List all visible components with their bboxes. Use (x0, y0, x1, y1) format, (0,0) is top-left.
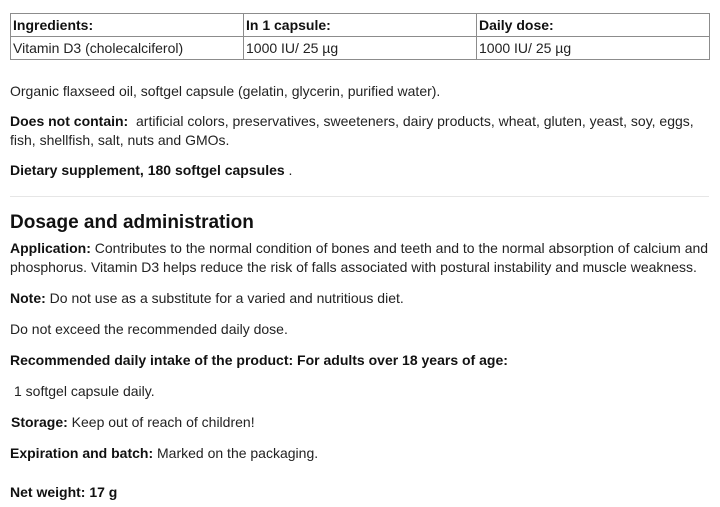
note-text: Do not use as a substitute for a varied and nutritious diet. (45, 290, 404, 306)
ingredient-name-cell: Vitamin D3 (cholecalciferol) (11, 37, 244, 60)
net-weight-label: Net weight: 17 g (10, 484, 118, 500)
daily-dose-header: Daily dose: (477, 14, 710, 37)
per-capsule-cell: 1000 IU/ 25 µg (244, 37, 477, 60)
ingredient-description: Organic flaxseed oil, softgel capsule (gelatin, glycerin, purified water). (10, 83, 441, 99)
per-capsule-header: In 1 capsule: (244, 14, 477, 37)
supplement-suffix: . (284, 162, 293, 178)
daily-dose-cell: 1000 IU/ 25 µg (477, 37, 710, 60)
storage-label: Storage: (11, 414, 68, 430)
does-not-contain-paragraph (10, 112, 710, 150)
recommended-intake-label: Recommended daily intake of the product: For adults over 18 years of age: (10, 352, 508, 368)
capsule-daily-paragraph: 1 softgel capsule daily. (14, 383, 155, 399)
dosage-section-title: Dosage and administration (10, 212, 254, 233)
expiration-paragraph (10, 444, 710, 463)
net-weight-paragraph (10, 483, 710, 502)
note-paragraph (10, 289, 710, 308)
ingredients-table-header-row (11, 14, 710, 37)
supplement-label: Dietary supplement, 180 softgel capsules (10, 162, 285, 178)
application-paragraph (10, 239, 710, 277)
does-not-contain-label: Does not contain: (10, 113, 129, 129)
table-row (11, 37, 710, 60)
storage-text: Keep out of reach of children! (67, 414, 255, 430)
storage-paragraph (10, 413, 710, 432)
recommended-intake-paragraph (10, 351, 710, 370)
ingredients-table (10, 13, 710, 60)
section-divider (10, 196, 709, 197)
application-label: Application: (10, 240, 91, 256)
application-text: Contributes to the normal condition of bones and teeth and to the normal absorption of calcium and phosphorus. Vitamin D3 helps reduce the risk of falls associated with postural instability and muscle weakness. (10, 240, 709, 275)
expiration-label: Expiration and batch: (10, 445, 154, 461)
supplement-paragraph (10, 161, 710, 180)
does-not-contain-text: artificial colors, preservatives, sweeteners, dairy products, wheat, gluten, yeast, soy, eggs, fish, shellfish, salt, nuts and GMOs. (10, 113, 698, 148)
do-not-exceed-paragraph: Do not exceed the recommended daily dose. (10, 321, 288, 337)
ingredients-header: Ingredients: (11, 14, 244, 37)
expiration-text: Marked on the packaging. (153, 445, 319, 461)
note-label: Note: (10, 290, 46, 306)
